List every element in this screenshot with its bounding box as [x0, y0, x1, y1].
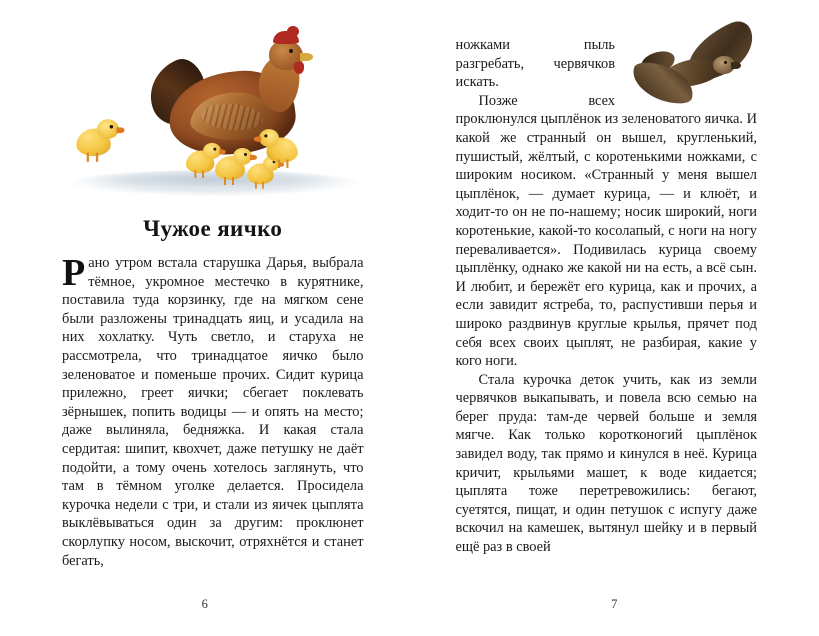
hen-beak — [300, 53, 313, 61]
chick-leg — [86, 153, 88, 162]
chick-leg — [224, 177, 226, 185]
chick-leg — [96, 153, 98, 162]
hen-wattle — [294, 62, 304, 74]
page-number-left: 6 — [201, 597, 208, 611]
page-number-right: 7 — [611, 597, 618, 611]
chick-leg — [278, 160, 280, 168]
chick-leg — [255, 182, 257, 189]
bird-eye — [724, 61, 727, 64]
chick-eye — [109, 125, 112, 128]
body-paragraph — [62, 254, 364, 570]
flying-bird-illustration — [625, 30, 765, 108]
chick-leg — [194, 170, 196, 178]
chick-leg — [262, 182, 264, 189]
chapter-title: Чужое яичко — [143, 216, 283, 241]
paragraph-text: ано утром встала старушка Дарья, выбрала тёмное, укромное местечко в курятнике, поставила туда корзинку, где на мягком сене были разложены тринадцать яиц, и усадила на них хохлатку. Чуть светло, и старуха не рассмотрела, что тринадцатое яичко было зеленоватое и поменьше прочих. Сидит курица прилежно, греет яички; сбегает поклевать зёрнышек, попить водицы — и опять на место; даже вылиняла, бедняжка. И какая стала сердитая: шипит, квохчет, даже петушку не даёт подойти, а тому очень хотелось заглянуть, что там в тёмном уголке делается. Просидела курочка недели с три, и стали из яичек цыплята выклёвываться один за другим: проклюнет скорлупку носом, выскочит, отряхнётся и станет бегать, — [62, 255, 364, 569]
hen-eye — [289, 49, 293, 53]
body-paragraph: ножками пыль разгребать, червячков искать. — [455, 37, 615, 91]
chick-beak — [254, 136, 261, 141]
chick-head — [97, 119, 119, 139]
chick-figure — [74, 119, 120, 160]
bird-beak — [731, 62, 741, 69]
chick-figure — [258, 129, 300, 167]
chick-leg — [286, 160, 288, 168]
chick-beak — [116, 127, 124, 133]
right-page — [410, 0, 819, 636]
body-paragraph: Позже всех проклюнулся цыплёнок из зеленоватого яичка. И какой же странный он вышел, кругленький, пушистый, жёлтый, с коротенькими ножками, с широким носиком. «Странный у меня вышел цыплёнок, — думает курица, — и клюёт, и ходит-то он не по-нашему; носик широкий, ноги коротенькие, какой-то косолапый, с ноги на ногу переваливается». Подивилась курица своему цыплёнку, однако же какой ни на есть, а всё сын. И любит, и бережёт его курица, как и прочих, а если завидит ястреба, то, распустивши перья и широко раздвинув круглые крылья, прячет под себя всех своих цыплят, не разбирая, какие у кого ноги. — [455, 92, 757, 370]
chick-leg — [202, 170, 204, 178]
drop-cap: Р — [62, 252, 86, 294]
chick-eye — [264, 134, 267, 137]
chick-leg — [232, 177, 234, 185]
body-paragraph: Стала курочка деток учить, как из земли червячков выкапывать, и повела всю семью на берег пруда: там-де червей больше и земля мягче. Как только коротконогий цыплёнок завидел воду, так прямо и кинулся в неё. Курица кричит, крыльями машет, к воде кидается; цыплята тоже перетревожились: бегают, суетятся, пищат, и один петушок с испугу даже вскочил на камешек, вытянул шейку и в первый ещё раз в своей — [455, 371, 757, 556]
chick-head — [259, 129, 279, 147]
hen-with-chicks-illustration — [63, 30, 363, 210]
hen-comb — [273, 31, 299, 44]
